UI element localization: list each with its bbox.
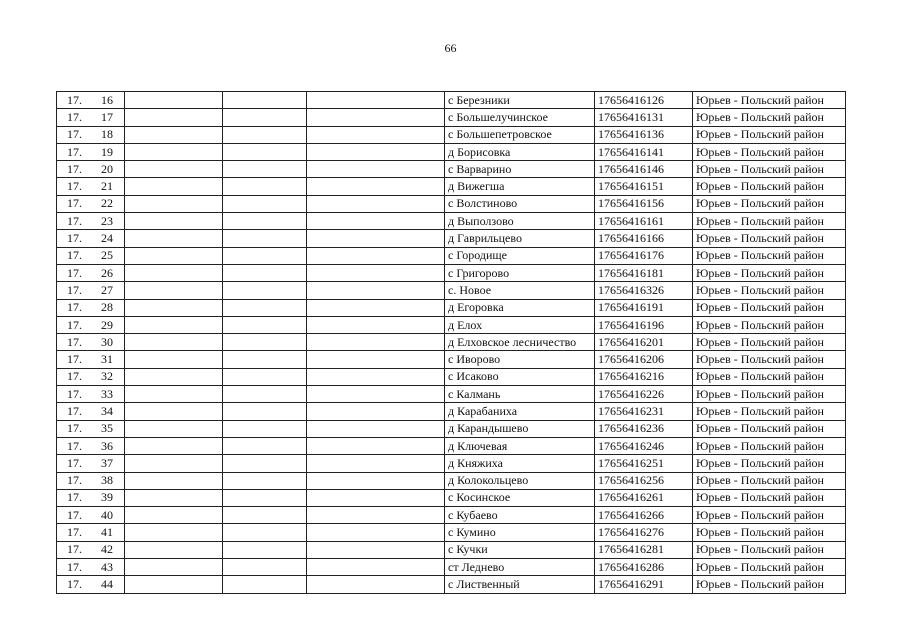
okato-code-cell: 17656416236 (595, 420, 693, 437)
empty-cell (307, 264, 445, 281)
empty-cell (307, 386, 445, 403)
settlement-name-cell: д Колокольцево (445, 472, 595, 489)
empty-cell (223, 178, 307, 195)
empty-cell (125, 195, 223, 212)
item-number: 17 (101, 109, 113, 124)
item-number: 38 (101, 473, 113, 488)
empty-cell (307, 334, 445, 351)
district-cell: Юрьев - Польский район (693, 368, 846, 385)
district-cell: Юрьев - Польский район (693, 386, 846, 403)
district-cell: Юрьев - Польский район (693, 541, 846, 558)
empty-cell (125, 230, 223, 247)
section-number: 17. (67, 490, 82, 505)
row-number-cell (57, 403, 125, 420)
table-row (57, 576, 846, 593)
settlement-name-cell: д Вижегша (445, 178, 595, 195)
item-number: 32 (101, 369, 113, 384)
settlement-name-cell: д Выползово (445, 213, 595, 230)
empty-cell (125, 334, 223, 351)
settlement-name-cell: с Большелучинское (445, 109, 595, 126)
section-number: 17. (67, 473, 82, 488)
row-number-cell (57, 195, 125, 212)
empty-cell (307, 472, 445, 489)
section-number: 17. (67, 507, 82, 522)
okato-code-cell: 17656416206 (595, 351, 693, 368)
empty-cell (125, 420, 223, 437)
section-number: 17. (67, 559, 82, 574)
empty-cell (125, 178, 223, 195)
settlement-name-cell: ст Леднево (445, 559, 595, 576)
empty-cell (223, 489, 307, 506)
empty-cell (223, 195, 307, 212)
empty-cell (125, 92, 223, 109)
empty-cell (223, 299, 307, 316)
section-number: 17. (67, 265, 82, 280)
district-cell: Юрьев - Польский район (693, 437, 846, 454)
empty-cell (307, 299, 445, 316)
settlement-name-cell: с Городище (445, 247, 595, 264)
empty-cell (125, 282, 223, 299)
row-number-cell (57, 524, 125, 541)
section-number: 17. (67, 369, 82, 384)
district-cell: Юрьев - Польский район (693, 264, 846, 281)
empty-cell (223, 472, 307, 489)
empty-cell (307, 213, 445, 230)
okato-code-cell: 17656416201 (595, 334, 693, 351)
row-number-cell (57, 541, 125, 558)
okato-code-cell: 17656416191 (595, 299, 693, 316)
district-cell: Юрьев - Польский район (693, 576, 846, 593)
row-number-cell (57, 213, 125, 230)
table-row (57, 437, 846, 454)
empty-cell (307, 316, 445, 333)
empty-cell (125, 541, 223, 558)
empty-cell (223, 559, 307, 576)
row-number-cell (57, 230, 125, 247)
table-row (57, 178, 846, 195)
empty-cell (223, 541, 307, 558)
empty-cell (125, 507, 223, 524)
item-number: 41 (101, 525, 113, 540)
table-row (57, 109, 846, 126)
table-row (57, 541, 846, 558)
district-cell: Юрьев - Польский район (693, 559, 846, 576)
district-cell: Юрьев - Польский район (693, 334, 846, 351)
table-row (57, 143, 846, 160)
item-number: 25 (101, 248, 113, 263)
empty-cell (307, 368, 445, 385)
row-number-cell (57, 437, 125, 454)
section-number: 17. (67, 525, 82, 540)
empty-cell (307, 126, 445, 143)
empty-cell (307, 178, 445, 195)
table-row (57, 334, 846, 351)
table-row (57, 472, 846, 489)
empty-cell (125, 316, 223, 333)
empty-cell (307, 455, 445, 472)
settlement-name-cell: с Кубаево (445, 507, 595, 524)
empty-cell (307, 507, 445, 524)
district-cell: Юрьев - Польский район (693, 299, 846, 316)
empty-cell (223, 126, 307, 143)
row-number-cell (57, 334, 125, 351)
section-number: 17. (67, 403, 82, 418)
okato-code-cell: 17656416166 (595, 230, 693, 247)
item-number: 33 (101, 386, 113, 401)
district-cell: Юрьев - Польский район (693, 143, 846, 160)
item-number: 40 (101, 507, 113, 522)
okato-code-cell: 17656416326 (595, 282, 693, 299)
okato-code-cell: 17656416256 (595, 472, 693, 489)
item-number: 30 (101, 334, 113, 349)
row-number-cell (57, 264, 125, 281)
empty-cell (125, 489, 223, 506)
settlement-name-cell: д Егоровка (445, 299, 595, 316)
district-cell: Юрьев - Польский район (693, 489, 846, 506)
empty-cell (307, 403, 445, 420)
empty-cell (125, 368, 223, 385)
table-row (57, 230, 846, 247)
empty-cell (223, 316, 307, 333)
settlement-name-cell: с Березники (445, 92, 595, 109)
empty-cell (223, 92, 307, 109)
table-row (57, 386, 846, 403)
settlement-table (56, 91, 846, 594)
table-row (57, 247, 846, 264)
item-number: 34 (101, 403, 113, 418)
empty-cell (125, 351, 223, 368)
item-number: 22 (101, 196, 113, 211)
table-row (57, 420, 846, 437)
row-number-cell (57, 161, 125, 178)
settlement-name-cell: с Большепетровское (445, 126, 595, 143)
empty-cell (307, 282, 445, 299)
empty-cell (307, 420, 445, 437)
district-cell: Юрьев - Польский район (693, 161, 846, 178)
row-number-cell (57, 109, 125, 126)
okato-code-cell: 17656416141 (595, 143, 693, 160)
empty-cell (307, 541, 445, 558)
section-number: 17. (67, 127, 82, 142)
district-cell: Юрьев - Польский район (693, 230, 846, 247)
okato-code-cell: 17656416176 (595, 247, 693, 264)
section-number: 17. (67, 248, 82, 263)
settlement-name-cell: с Григорово (445, 264, 595, 281)
district-cell: Юрьев - Польский район (693, 524, 846, 541)
section-number: 17. (67, 455, 82, 470)
row-number-cell (57, 178, 125, 195)
district-cell: Юрьев - Польский район (693, 472, 846, 489)
table-row (57, 282, 846, 299)
okato-code-cell: 17656416181 (595, 264, 693, 281)
table-row (57, 507, 846, 524)
settlement-name-cell: с Кумино (445, 524, 595, 541)
item-number: 26 (101, 265, 113, 280)
item-number: 19 (101, 144, 113, 159)
section-number: 17. (67, 144, 82, 159)
empty-cell (125, 143, 223, 160)
empty-cell (223, 455, 307, 472)
table-row (57, 316, 846, 333)
item-number: 39 (101, 490, 113, 505)
district-cell: Юрьев - Польский район (693, 92, 846, 109)
empty-cell (307, 351, 445, 368)
table-row (57, 403, 846, 420)
item-number: 27 (101, 282, 113, 297)
row-number-cell (57, 92, 125, 109)
row-number-cell (57, 489, 125, 506)
settlement-name-cell: с Калмань (445, 386, 595, 403)
okato-code-cell: 17656416131 (595, 109, 693, 126)
settlement-name-cell: с Косинское (445, 489, 595, 506)
district-cell: Юрьев - Польский район (693, 420, 846, 437)
row-number-cell (57, 507, 125, 524)
district-cell: Юрьев - Польский район (693, 455, 846, 472)
empty-cell (125, 213, 223, 230)
item-number: 24 (101, 231, 113, 246)
okato-code-cell: 17656416126 (595, 92, 693, 109)
settlement-name-cell: д Гаврильцево (445, 230, 595, 247)
okato-code-cell: 17656416266 (595, 507, 693, 524)
empty-cell (223, 420, 307, 437)
row-number-cell (57, 316, 125, 333)
empty-cell (223, 437, 307, 454)
item-number: 21 (101, 179, 113, 194)
empty-cell (307, 247, 445, 264)
okato-code-cell: 17656416161 (595, 213, 693, 230)
settlement-name-cell: д Карабаниха (445, 403, 595, 420)
okato-code-cell: 17656416146 (595, 161, 693, 178)
okato-code-cell: 17656416261 (595, 489, 693, 506)
district-cell: Юрьев - Польский район (693, 213, 846, 230)
empty-cell (307, 489, 445, 506)
table-row (57, 299, 846, 316)
okato-code-cell: 17656416276 (595, 524, 693, 541)
row-number-cell (57, 351, 125, 368)
row-number-cell (57, 282, 125, 299)
empty-cell (223, 161, 307, 178)
empty-cell (125, 524, 223, 541)
section-number: 17. (67, 161, 82, 176)
district-cell: Юрьев - Польский район (693, 507, 846, 524)
empty-cell (307, 524, 445, 541)
empty-cell (223, 109, 307, 126)
empty-cell (125, 264, 223, 281)
empty-cell (223, 230, 307, 247)
item-number: 43 (101, 559, 113, 574)
empty-cell (125, 559, 223, 576)
page-number: 66 (444, 41, 457, 55)
table-row (57, 264, 846, 281)
item-number: 36 (101, 438, 113, 453)
item-number: 29 (101, 317, 113, 332)
table-row (57, 368, 846, 385)
okato-code-cell: 17656416281 (595, 541, 693, 558)
empty-cell (223, 282, 307, 299)
district-cell: Юрьев - Польский район (693, 126, 846, 143)
okato-code-cell: 17656416251 (595, 455, 693, 472)
empty-cell (125, 386, 223, 403)
item-number: 23 (101, 213, 113, 228)
section-number: 17. (67, 421, 82, 436)
empty-cell (223, 264, 307, 281)
row-number-cell (57, 299, 125, 316)
empty-cell (307, 92, 445, 109)
empty-cell (307, 109, 445, 126)
empty-cell (307, 195, 445, 212)
section-number: 17. (67, 576, 82, 591)
district-cell: Юрьев - Польский район (693, 282, 846, 299)
row-number-cell (57, 368, 125, 385)
okato-code-cell: 17656416136 (595, 126, 693, 143)
row-number-cell (57, 143, 125, 160)
item-number: 42 (101, 542, 113, 557)
okato-code-cell: 17656416196 (595, 316, 693, 333)
empty-cell (307, 437, 445, 454)
item-number: 44 (101, 576, 113, 591)
item-number: 20 (101, 161, 113, 176)
section-number: 17. (67, 542, 82, 557)
section-number: 17. (67, 179, 82, 194)
okato-code-cell: 17656416231 (595, 403, 693, 420)
district-cell: Юрьев - Польский район (693, 351, 846, 368)
district-cell: Юрьев - Польский район (693, 109, 846, 126)
empty-cell (307, 143, 445, 160)
empty-cell (307, 161, 445, 178)
district-cell: Юрьев - Польский район (693, 316, 846, 333)
okato-code-cell: 17656416226 (595, 386, 693, 403)
okato-code-cell: 17656416286 (595, 559, 693, 576)
settlement-name-cell: д Княжиха (445, 455, 595, 472)
item-number: 28 (101, 300, 113, 315)
empty-cell (223, 334, 307, 351)
district-cell: Юрьев - Польский район (693, 247, 846, 264)
item-number: 35 (101, 421, 113, 436)
settlement-name-cell: с Кучки (445, 541, 595, 558)
empty-cell (223, 576, 307, 593)
settlement-name-cell: д Елховское лесничество (445, 334, 595, 351)
okato-code-cell: 17656416216 (595, 368, 693, 385)
table-row (57, 161, 846, 178)
empty-cell (125, 437, 223, 454)
item-number: 18 (101, 127, 113, 142)
item-number: 31 (101, 352, 113, 367)
settlement-name-cell: с Варварино (445, 161, 595, 178)
row-number-cell (57, 386, 125, 403)
section-number: 17. (67, 109, 82, 124)
empty-cell (307, 576, 445, 593)
empty-cell (307, 559, 445, 576)
empty-cell (125, 403, 223, 420)
table-row (57, 489, 846, 506)
empty-cell (223, 368, 307, 385)
okato-code-cell: 17656416151 (595, 178, 693, 195)
item-number: 16 (101, 92, 113, 107)
empty-cell (223, 386, 307, 403)
empty-cell (223, 507, 307, 524)
table-row (57, 351, 846, 368)
district-cell: Юрьев - Польский район (693, 403, 846, 420)
table-row (57, 213, 846, 230)
section-number: 17. (67, 196, 82, 211)
row-number-cell (57, 576, 125, 593)
empty-cell (125, 126, 223, 143)
section-number: 17. (67, 352, 82, 367)
settlement-name-cell: с. Новое (445, 282, 595, 299)
table-row (57, 126, 846, 143)
section-number: 17. (67, 213, 82, 228)
okato-code-cell: 17656416246 (595, 437, 693, 454)
empty-cell (307, 230, 445, 247)
empty-cell (125, 109, 223, 126)
table-row (57, 195, 846, 212)
settlement-name-cell: д Ключевая (445, 437, 595, 454)
row-number-cell (57, 247, 125, 264)
empty-cell (223, 351, 307, 368)
row-number-cell (57, 455, 125, 472)
empty-cell (223, 247, 307, 264)
district-cell: Юрьев - Польский район (693, 178, 846, 195)
table-row (57, 455, 846, 472)
empty-cell (223, 524, 307, 541)
row-number-cell (57, 420, 125, 437)
section-number: 17. (67, 300, 82, 315)
row-number-cell (57, 472, 125, 489)
empty-cell (223, 403, 307, 420)
settlement-name-cell: с Иворово (445, 351, 595, 368)
empty-cell (223, 213, 307, 230)
empty-cell (125, 455, 223, 472)
empty-cell (125, 576, 223, 593)
settlement-name-cell: д Елох (445, 316, 595, 333)
table-row (57, 559, 846, 576)
section-number: 17. (67, 317, 82, 332)
empty-cell (125, 472, 223, 489)
section-number: 17. (67, 231, 82, 246)
settlement-name-cell: с Исаково (445, 368, 595, 385)
table-row (57, 92, 846, 109)
section-number: 17. (67, 282, 82, 297)
row-number-cell (57, 559, 125, 576)
empty-cell (125, 247, 223, 264)
district-cell: Юрьев - Польский район (693, 195, 846, 212)
section-number: 17. (67, 438, 82, 453)
section-number: 17. (67, 386, 82, 401)
okato-code-cell: 17656416291 (595, 576, 693, 593)
empty-cell (125, 161, 223, 178)
table-body (57, 92, 846, 594)
settlement-name-cell: д Борисовка (445, 143, 595, 160)
table-row (57, 524, 846, 541)
item-number: 37 (101, 455, 113, 470)
okato-code-cell: 17656416156 (595, 195, 693, 212)
settlement-name-cell: с Волстиново (445, 195, 595, 212)
section-number: 17. (67, 92, 82, 107)
empty-cell (223, 143, 307, 160)
row-number-cell (57, 126, 125, 143)
settlement-name-cell: д Карандышево (445, 420, 595, 437)
settlement-name-cell: с Лиственный (445, 576, 595, 593)
section-number: 17. (67, 334, 82, 349)
empty-cell (125, 299, 223, 316)
